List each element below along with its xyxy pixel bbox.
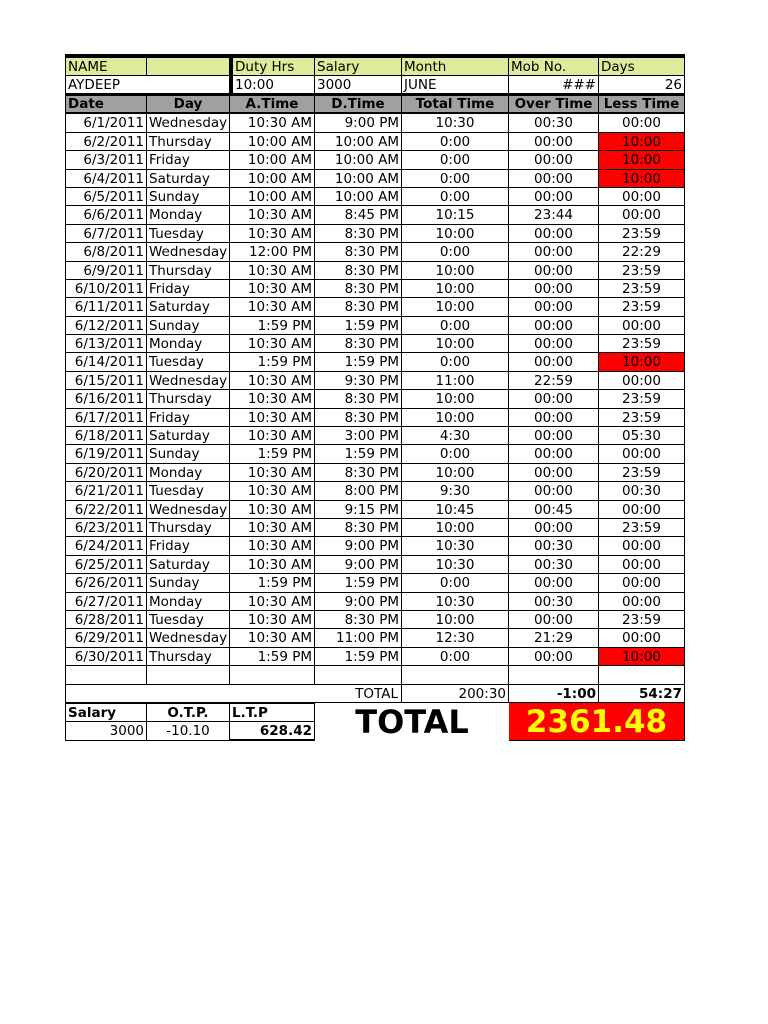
name-header-span[interactable] [147,58,230,76]
table-row [65,243,685,261]
over-time-cell[interactable]: 00:00 [509,335,599,353]
departure-time-cell[interactable]: 8:30 PM [315,280,402,298]
over-time-cell[interactable]: 00:00 [509,427,599,445]
table-row [65,629,685,647]
total-time-cell[interactable]: 10:00 [402,409,509,427]
arrival-time-cell[interactable]: 10:00 AM [230,133,315,151]
table-row [65,445,685,463]
date-cell[interactable]: 6/2/2011 [65,133,147,151]
date-cell[interactable]: 6/1/2011 [65,114,147,132]
name-header[interactable]: NAME [65,58,147,76]
blank-cell[interactable] [230,666,315,684]
days-header[interactable]: Days [599,58,685,76]
table-row [65,372,685,390]
departure-time-cell[interactable]: 1:59 PM [315,574,402,592]
date-cell[interactable]: 6/15/2011 [65,372,147,390]
total-time-cell[interactable]: 10:00 [402,464,509,482]
over-time-cell[interactable]: 00:30 [509,114,599,132]
less-time-column-header[interactable]: Less Time [599,96,685,112]
over-time-cell[interactable]: 00:00 [509,151,599,169]
days-value[interactable]: 26 [599,76,685,94]
day-cell[interactable]: Wednesday [147,114,230,132]
total-time-cell[interactable]: 10:00 [402,390,509,408]
less-time-cell[interactable]: 23:59 [599,280,685,298]
day-cell[interactable]: Sunday [147,188,230,206]
over-time-cell[interactable]: 00:30 [509,593,599,611]
blank-row [65,666,685,684]
arrival-time-cell[interactable]: 10:30 AM [230,298,315,316]
day-cell[interactable]: Wednesday [147,501,230,519]
total-time-cell[interactable]: 0:00 [402,648,509,666]
over-time-cell[interactable]: 00:00 [509,353,599,371]
date-cell[interactable]: 6/5/2011 [65,188,147,206]
less-time-cell[interactable]: 23:59 [599,409,685,427]
over-time-cell[interactable]: 00:00 [509,317,599,335]
over-time-cell[interactable]: 00:00 [509,409,599,427]
date-cell[interactable]: 6/25/2011 [65,556,147,574]
day-cell[interactable]: Monday [147,593,230,611]
arrival-time-cell[interactable]: 1:59 PM [230,574,315,592]
day-cell[interactable]: Saturday [147,427,230,445]
departure-time-cell[interactable]: 8:30 PM [315,262,402,280]
info-value-row [65,76,685,94]
less-time-cell[interactable]: 00:00 [599,445,685,463]
total-time-cell[interactable]: 10:00 [402,280,509,298]
day-cell[interactable]: Saturday [147,298,230,316]
arrival-time-cell[interactable]: 1:59 PM [230,648,315,666]
table-row [65,409,685,427]
over-time-cell[interactable]: 00:00 [509,262,599,280]
arrival-time-cell[interactable]: 10:30 AM [230,335,315,353]
otp-label[interactable]: O.T.P. [147,703,230,722]
table-row [65,317,685,335]
less-time-cell[interactable]: 23:59 [599,262,685,280]
arrival-time-cell[interactable]: 12:00 PM [230,243,315,261]
table-row [65,482,685,500]
over-time-cell[interactable]: 00:00 [509,445,599,463]
total-time-cell[interactable]: 10:00 [402,519,509,537]
date-cell[interactable]: 6/27/2011 [65,593,147,611]
over-time-cell[interactable]: 23:44 [509,206,599,224]
blank-cell[interactable] [402,666,509,684]
departure-time-cell[interactable]: 9:15 PM [315,501,402,519]
total-time-cell[interactable]: 10:30 [402,593,509,611]
arrival-time-column-header[interactable]: A.Time [230,96,315,112]
date-cell[interactable]: 6/29/2011 [65,629,147,647]
arrival-time-cell[interactable]: 10:30 AM [230,206,315,224]
over-time-cell[interactable]: 00:00 [509,170,599,188]
arrival-time-cell[interactable]: 10:30 AM [230,114,315,132]
departure-time-cell[interactable]: 9:00 PM [315,114,402,132]
total-time-cell[interactable]: 4:30 [402,427,509,445]
less-time-cell[interactable]: 00:00 [599,317,685,335]
departure-time-cell[interactable]: 8:30 PM [315,464,402,482]
departure-time-cell[interactable]: 1:59 PM [315,353,402,371]
table-row [65,390,685,408]
day-cell[interactable]: Thursday [147,519,230,537]
less-time-cell[interactable]: 00:00 [599,593,685,611]
total-time-cell[interactable]: 10:00 [402,225,509,243]
table-row [65,537,685,555]
date-cell[interactable]: 6/20/2011 [65,464,147,482]
total-time-cell[interactable]: 0:00 [402,574,509,592]
over-time-cell[interactable]: 00:00 [509,390,599,408]
totals-label-cell[interactable] [65,685,402,703]
day-cell[interactable]: Thursday [147,648,230,666]
table-row [65,206,685,224]
departure-time-cell[interactable]: 8:00 PM [315,482,402,500]
arrival-time-cell[interactable]: 10:30 AM [230,501,315,519]
less-time-cell[interactable]: 00:00 [599,114,685,132]
date-cell[interactable]: 6/7/2011 [65,225,147,243]
departure-time-cell[interactable]: 8:30 PM [315,225,402,243]
salary-header[interactable]: Salary [315,58,402,76]
ltp-amount[interactable]: 628.42 [230,722,315,741]
salary-label[interactable]: Salary [65,703,147,722]
arrival-time-cell[interactable]: 10:00 AM [230,188,315,206]
date-cell[interactable]: 6/10/2011 [65,280,147,298]
departure-time-cell[interactable]: 8:30 PM [315,335,402,353]
date-cell[interactable]: 6/8/2011 [65,243,147,261]
departure-time-cell[interactable]: 10:00 AM [315,133,402,151]
less-time-cell[interactable]: 23:59 [599,335,685,353]
less-time-cell[interactable]: 05:30 [599,427,685,445]
table-row [65,593,685,611]
date-cell[interactable]: 6/17/2011 [65,409,147,427]
total-time-cell[interactable]: 9:30 [402,482,509,500]
date-cell[interactable]: 6/4/2011 [65,170,147,188]
date-cell[interactable]: 6/9/2011 [65,262,147,280]
departure-time-cell[interactable]: 11:00 PM [315,629,402,647]
day-cell[interactable]: Monday [147,335,230,353]
total-time-cell[interactable]: 10:15 [402,206,509,224]
date-cell[interactable]: 6/14/2011 [65,353,147,371]
day-cell[interactable]: Saturday [147,170,230,188]
day-column-header[interactable]: Day [147,96,230,112]
over-time-cell[interactable]: 00:00 [509,611,599,629]
month-header[interactable]: Month [402,58,509,76]
total-time-cell[interactable]: 10:30 [402,114,509,132]
less-time-cell[interactable]: 00:00 [599,372,685,390]
day-cell[interactable]: Friday [147,280,230,298]
salary-value[interactable]: 3000 [315,76,402,94]
table-row [65,648,685,666]
column-header-row [65,94,685,114]
over-time-cell[interactable]: 00:30 [509,537,599,555]
over-time-sum[interactable]: -1:00 [509,685,599,703]
arrival-time-cell[interactable]: 10:30 AM [230,262,315,280]
table-row [65,556,685,574]
day-cell[interactable]: Thursday [147,390,230,408]
departure-time-cell[interactable]: 1:59 PM [315,648,402,666]
blank-cell[interactable] [147,666,230,684]
over-time-cell[interactable]: 00:00 [509,243,599,261]
less-time-cell[interactable]: 00:00 [599,574,685,592]
departure-time-cell[interactable]: 1:59 PM [315,445,402,463]
day-cell[interactable]: Sunday [147,574,230,592]
less-time-cell[interactable]: 00:00 [599,537,685,555]
grand-total-label: TOTAL [355,702,469,741]
date-cell[interactable]: 6/11/2011 [65,298,147,316]
departure-time-cell[interactable]: 10:00 AM [315,188,402,206]
departure-time-cell[interactable]: 10:00 AM [315,151,402,169]
day-cell[interactable]: Friday [147,409,230,427]
totals-row [65,685,685,703]
arrival-time-cell[interactable]: 10:30 AM [230,464,315,482]
total-time-cell[interactable]: 0:00 [402,445,509,463]
blank-cell[interactable] [315,666,402,684]
arrival-time-cell[interactable]: 10:30 AM [230,611,315,629]
day-cell[interactable]: Wednesday [147,372,230,390]
over-time-cell[interactable]: 22:59 [509,372,599,390]
total-time-cell[interactable]: 10:00 [402,611,509,629]
day-cell[interactable]: Wednesday [147,629,230,647]
name-value[interactable]: AYDEEP [65,76,230,94]
less-time-cell[interactable]: 22:29 [599,243,685,261]
day-cell[interactable]: Thursday [147,262,230,280]
arrival-time-cell[interactable]: 10:30 AM [230,482,315,500]
total-time-cell[interactable]: 0:00 [402,353,509,371]
departure-time-cell[interactable]: 8:30 PM [315,611,402,629]
blank-cell[interactable] [509,666,599,684]
total-time-cell[interactable]: 0:00 [402,317,509,335]
arrival-time-cell[interactable]: 10:30 AM [230,280,315,298]
over-time-cell[interactable]: 00:00 [509,648,599,666]
day-cell[interactable]: Wednesday [147,243,230,261]
salary-amount[interactable]: 3000 [65,722,147,741]
table-row [65,262,685,280]
departure-time-cell[interactable]: 9:00 PM [315,537,402,555]
duty-hrs-header[interactable]: Duty Hrs [230,58,315,76]
less-time-cell[interactable]: 23:59 [599,298,685,316]
less-time-cell[interactable]: 10:00 [599,353,685,371]
departure-time-cell[interactable]: 8:30 PM [315,409,402,427]
arrival-time-cell[interactable]: 10:00 AM [230,170,315,188]
blank-cell[interactable] [599,666,685,684]
over-time-cell[interactable]: 00:00 [509,482,599,500]
table-row [65,427,685,445]
grand-total-value[interactable]: 2361.48 [509,703,685,741]
over-time-cell[interactable]: 00:00 [509,133,599,151]
total-time-cell[interactable]: 0:00 [402,243,509,261]
table-row [65,225,685,243]
day-cell[interactable]: Thursday [147,133,230,151]
day-cell[interactable]: Tuesday [147,225,230,243]
departure-time-cell[interactable]: 8:30 PM [315,390,402,408]
day-cell[interactable]: Sunday [147,445,230,463]
over-time-cell[interactable]: 00:00 [509,464,599,482]
total-time-cell[interactable]: 0:00 [402,188,509,206]
over-time-cell[interactable]: 00:00 [509,519,599,537]
departure-time-cell[interactable]: 8:30 PM [315,243,402,261]
day-cell[interactable]: Sunday [147,317,230,335]
total-time-cell[interactable]: 0:00 [402,170,509,188]
over-time-cell[interactable]: 00:00 [509,225,599,243]
arrival-time-cell[interactable]: 10:30 AM [230,390,315,408]
mob-no-header[interactable]: Mob No. [509,58,599,76]
less-time-cell[interactable]: 23:59 [599,464,685,482]
day-cell[interactable]: Tuesday [147,353,230,371]
table-row [65,353,685,371]
arrival-time-cell[interactable]: 10:30 AM [230,409,315,427]
less-time-cell[interactable]: 00:00 [599,188,685,206]
arrival-time-cell[interactable]: 10:00 AM [230,151,315,169]
less-time-cell[interactable]: 10:00 [599,133,685,151]
total-time-cell[interactable]: 10:45 [402,501,509,519]
arrival-time-cell[interactable]: 10:30 AM [230,593,315,611]
less-time-cell[interactable]: 23:59 [599,611,685,629]
day-cell[interactable]: Saturday [147,556,230,574]
departure-time-cell[interactable]: 1:59 PM [315,317,402,335]
date-cell[interactable]: 6/16/2011 [65,390,147,408]
table-row [65,298,685,316]
over-time-cell[interactable]: 00:00 [509,188,599,206]
departure-time-cell[interactable]: 10:00 AM [315,170,402,188]
date-cell[interactable]: 6/13/2011 [65,335,147,353]
departure-time-cell[interactable]: 9:00 PM [315,593,402,611]
day-cell[interactable]: Friday [147,537,230,555]
info-header-row [65,54,685,76]
date-column-header[interactable]: Date [65,96,147,112]
date-cell[interactable]: 6/30/2011 [65,648,147,666]
timesheet [65,54,685,741]
day-cell[interactable]: Tuesday [147,482,230,500]
less-time-cell[interactable]: 00:00 [599,501,685,519]
total-time-cell[interactable]: 10:00 [402,335,509,353]
over-time-cell[interactable]: 00:45 [509,501,599,519]
less-time-cell[interactable]: 00:00 [599,629,685,647]
total-time-cell[interactable]: 10:00 [402,298,509,316]
table-body [65,114,685,666]
date-cell[interactable]: 6/24/2011 [65,537,147,555]
arrival-time-cell[interactable]: 10:30 AM [230,629,315,647]
total-time-cell[interactable]: 12:30 [402,629,509,647]
day-cell[interactable]: Tuesday [147,611,230,629]
departure-time-cell[interactable]: 8:45 PM [315,206,402,224]
summary-block [65,703,685,741]
table-row [65,188,685,206]
less-time-cell[interactable]: 10:00 [599,170,685,188]
totals-label: TOTAL [355,685,398,702]
less-time-cell[interactable]: 00:30 [599,482,685,500]
less-time-cell[interactable]: 23:59 [599,519,685,537]
over-time-cell[interactable]: 00:00 [509,280,599,298]
departure-time-column-header[interactable]: D.Time [315,96,402,112]
date-cell[interactable]: 6/26/2011 [65,574,147,592]
arrival-time-cell[interactable]: 10:30 AM [230,556,315,574]
total-time-cell[interactable]: 0:00 [402,133,509,151]
ltp-label[interactable]: L.T.P [230,703,315,722]
arrival-time-cell[interactable]: 1:59 PM [230,353,315,371]
arrival-time-cell[interactable]: 10:30 AM [230,372,315,390]
less-time-sum[interactable]: 54:27 [599,685,685,703]
date-cell[interactable]: 6/3/2011 [65,151,147,169]
arrival-time-cell[interactable]: 10:30 AM [230,427,315,445]
table-row [65,170,685,188]
less-time-cell[interactable]: 00:00 [599,206,685,224]
otp-amount[interactable]: -10.10 [147,722,230,741]
arrival-time-cell[interactable]: 1:59 PM [230,445,315,463]
date-cell[interactable]: 6/21/2011 [65,482,147,500]
table-row [65,133,685,151]
total-time-column-header[interactable]: Total Time [402,96,509,112]
date-cell[interactable]: 6/22/2011 [65,501,147,519]
arrival-time-cell[interactable]: 10:30 AM [230,537,315,555]
less-time-cell[interactable]: 23:59 [599,390,685,408]
table-row [65,114,685,132]
arrival-time-cell[interactable]: 10:30 AM [230,225,315,243]
table-row [65,574,685,592]
less-time-cell[interactable]: 10:00 [599,151,685,169]
over-time-cell[interactable]: 00:30 [509,556,599,574]
table-row [65,335,685,353]
departure-time-cell[interactable]: 9:30 PM [315,372,402,390]
table-row [65,519,685,537]
month-value[interactable]: JUNE [402,76,509,94]
mob-no-value[interactable]: ### [509,76,599,94]
table-row [65,464,685,482]
over-time-cell[interactable]: 00:00 [509,574,599,592]
day-cell[interactable]: Monday [147,206,230,224]
day-cell[interactable]: Monday [147,464,230,482]
less-time-cell[interactable]: 00:00 [599,556,685,574]
over-time-cell[interactable]: 00:00 [509,298,599,316]
over-time-cell[interactable]: 21:29 [509,629,599,647]
blank-cell[interactable] [65,666,147,684]
departure-time-cell[interactable]: 8:30 PM [315,298,402,316]
total-time-cell[interactable]: 10:00 [402,262,509,280]
table-row [65,611,685,629]
date-cell[interactable]: 6/28/2011 [65,611,147,629]
day-cell[interactable]: Friday [147,151,230,169]
departure-time-cell[interactable]: 8:30 PM [315,519,402,537]
total-time-cell[interactable]: 11:00 [402,372,509,390]
departure-time-cell[interactable]: 3:00 PM [315,427,402,445]
date-cell[interactable]: 6/18/2011 [65,427,147,445]
departure-time-cell[interactable]: 9:00 PM [315,556,402,574]
date-cell[interactable]: 6/12/2011 [65,317,147,335]
duty-hrs-value[interactable]: 10:00 [230,76,315,94]
table-row [65,280,685,298]
arrival-time-cell[interactable]: 1:59 PM [230,317,315,335]
total-time-sum[interactable]: 200:30 [402,685,509,703]
date-cell[interactable]: 6/19/2011 [65,445,147,463]
table-row [65,151,685,169]
date-cell[interactable]: 6/6/2011 [65,206,147,224]
table-row [65,501,685,519]
date-cell[interactable]: 6/23/2011 [65,519,147,537]
total-time-cell[interactable]: 10:30 [402,556,509,574]
less-time-cell[interactable]: 10:00 [599,648,685,666]
arrival-time-cell[interactable]: 10:30 AM [230,519,315,537]
over-time-column-header[interactable]: Over Time [509,96,599,112]
total-time-cell[interactable]: 10:30 [402,537,509,555]
less-time-cell[interactable]: 23:59 [599,225,685,243]
total-time-cell[interactable]: 0:00 [402,151,509,169]
